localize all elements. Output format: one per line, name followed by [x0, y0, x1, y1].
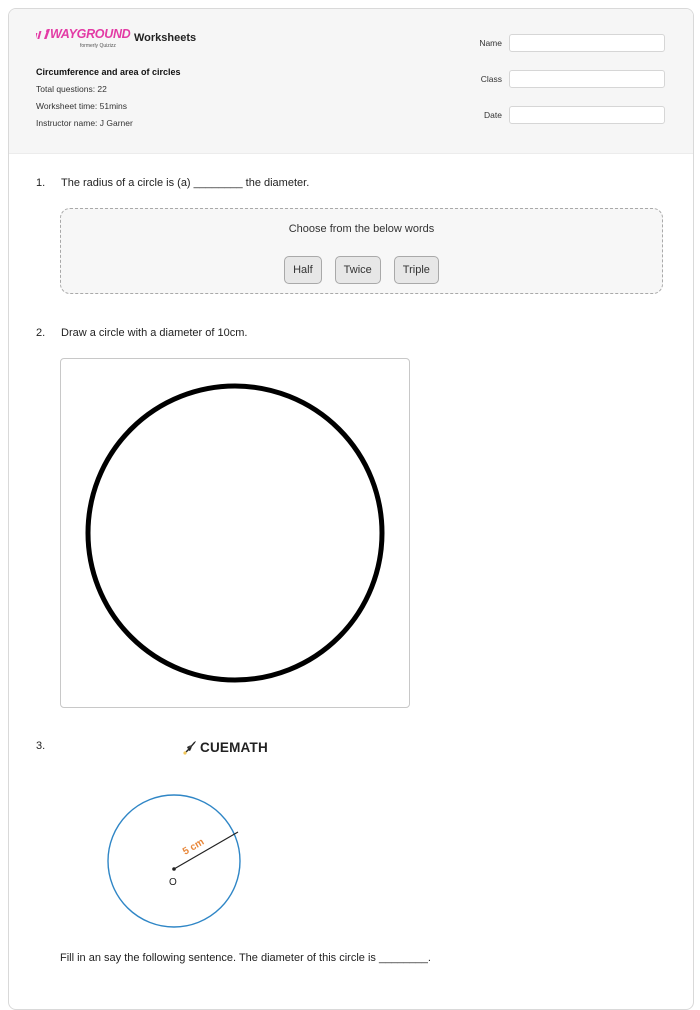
- cuemath-brand: [182, 740, 268, 755]
- product-name: Worksheets: [134, 32, 197, 44]
- instructor-name: Instructor name: J Garner: [36, 118, 133, 128]
- question-text: Draw a circle with a diameter of 10cm.: [61, 327, 248, 339]
- circle-radius-figure: [99, 789, 259, 934]
- svg-text:O: O: [169, 877, 177, 888]
- date-field: [462, 106, 665, 124]
- svg-text:5 cm: 5 cm: [181, 836, 207, 858]
- wayground-logo: [36, 28, 129, 54]
- class-field: [462, 70, 665, 88]
- class-input[interactable]: [509, 70, 665, 88]
- drawing-area[interactable]: [60, 358, 410, 708]
- rocket-icon: [182, 741, 197, 755]
- worksheet-meta: [36, 66, 181, 134]
- name-field: [462, 34, 665, 52]
- brand: [36, 28, 196, 54]
- question-number: 2.: [36, 327, 46, 339]
- word-option-twice[interactable]: Twice: [335, 256, 381, 284]
- circle-diagram: [99, 789, 259, 939]
- worksheet-page: [8, 8, 694, 1010]
- worksheet-time: Worksheet time: 51mins: [36, 101, 128, 111]
- word-bank-options: [61, 256, 662, 284]
- drawn-circle-image: [61, 359, 409, 707]
- logo-subtext: formerly Quizizz: [80, 43, 116, 49]
- question-text: The radius of a circle is (a) ________ the diameter.: [61, 177, 310, 189]
- name-input[interactable]: [509, 34, 665, 52]
- class-label: Class: [480, 74, 502, 84]
- total-questions: Total questions: 22: [36, 84, 107, 94]
- cuemath-wordmark: CUEMATH: [200, 740, 268, 755]
- word-option-half[interactable]: Half: [284, 256, 322, 284]
- date-input[interactable]: [509, 106, 665, 124]
- question-number: 1.: [36, 177, 46, 189]
- word-bank: [60, 208, 663, 294]
- logo-wordmark: WAYGROUND: [50, 27, 131, 41]
- name-label: Name: [479, 38, 502, 48]
- worksheet-title: Circumference and area of circles: [36, 67, 181, 77]
- word-bank-title: Choose from the below words: [288, 223, 435, 235]
- word-option-triple[interactable]: Triple: [394, 256, 439, 284]
- question-number: 3.: [36, 740, 46, 752]
- date-label: Date: [484, 110, 502, 120]
- wayground-logo-icon: [36, 29, 50, 39]
- worksheet-header: [9, 9, 693, 154]
- question-3-text: Fill in an say the following sentence. The diameter of this circle is ________.: [60, 952, 431, 964]
